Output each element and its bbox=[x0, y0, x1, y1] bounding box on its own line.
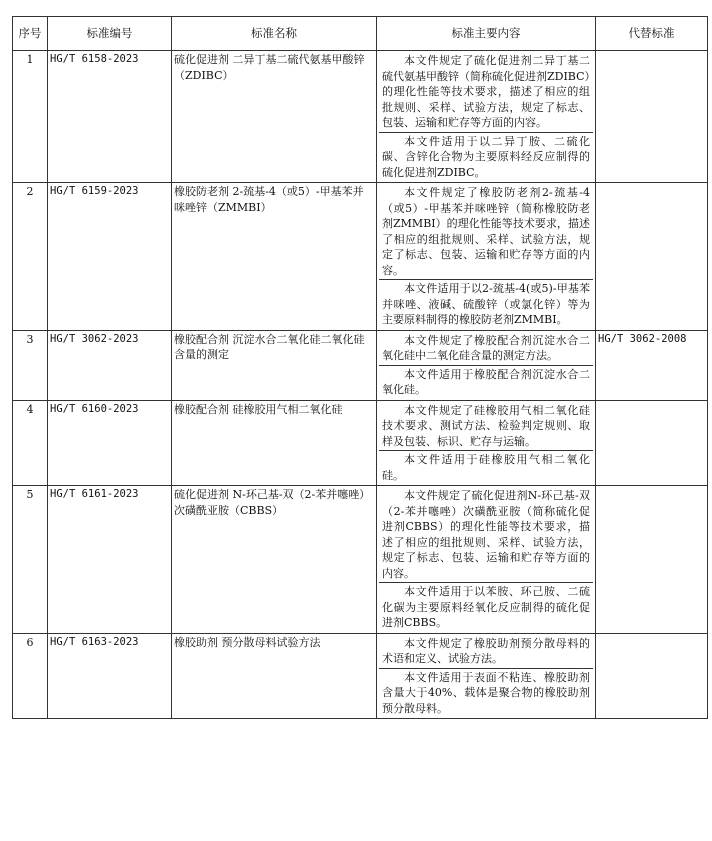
cell-replace bbox=[596, 633, 708, 719]
cell-replace bbox=[596, 400, 708, 486]
header-replace: 代替标准 bbox=[596, 17, 708, 51]
cell-content bbox=[377, 183, 596, 331]
content-applicability: 本文件适用于以2-巯基-4(或5)-甲基苯并咪唑、液碱、硫酸锌（或氯化锌）等为主要原料制得的橡胶防老剂ZMMBI。 bbox=[379, 279, 593, 329]
table-row bbox=[13, 183, 708, 331]
cell-code: HG/T 6160-2023 bbox=[48, 400, 172, 486]
cell-name: 硫化促进剂 二异丁基二硫代氨基甲酸锌（ZDIBC） bbox=[172, 51, 377, 183]
cell-seq: 6 bbox=[13, 633, 48, 719]
cell-replace: HG/T 3062-2008 bbox=[596, 330, 708, 400]
cell-replace bbox=[596, 486, 708, 634]
content-applicability: 本文件适用于橡胶配合剂沉淀水合二氧化硅。 bbox=[379, 365, 593, 399]
cell-content bbox=[377, 633, 596, 719]
cell-content bbox=[377, 330, 596, 400]
cell-code: HG/T 6161-2023 bbox=[48, 486, 172, 634]
content-applicability: 本文件适用于以苯胺、环己胺、二硫化碳为主要原料经氧化反应制得的硫化促进剂CBBS。 bbox=[379, 582, 593, 632]
standards-table bbox=[12, 16, 708, 719]
content-scope: 本文件规定了橡胶助剂预分散母料的术语和定义、试验方法。 bbox=[382, 636, 590, 665]
header-code: 标准编号 bbox=[48, 17, 172, 51]
content-applicability: 本文件适用于以二异丁胺、二硫化碳、含锌化合物为主要原料经反应制得的硫化促进剂ZDIBC。 bbox=[379, 132, 593, 182]
cell-name: 橡胶防老剂 2-巯基-4（或5）-甲基苯并咪唑锌（ZMMBI） bbox=[172, 183, 377, 331]
content-applicability: 本文件适用于表面不粘连、橡胶助剂含量大于40%、载体是聚合物的橡胶助剂预分散母料。 bbox=[379, 668, 593, 718]
cell-name: 橡胶配合剂 沉淀水合二氧化硅二氧化硅含量的测定 bbox=[172, 330, 377, 400]
cell-code: HG/T 3062-2023 bbox=[48, 330, 172, 400]
table-row bbox=[13, 633, 708, 719]
cell-seq: 5 bbox=[13, 486, 48, 634]
cell-seq: 1 bbox=[13, 51, 48, 183]
cell-content bbox=[377, 400, 596, 486]
content-scope: 本文件规定了硫化促进剂N-环己基-双（2-苯并噻唑）次磺酰亚胺（简称硫化促进剂CBBS）的理化性能等技术要求，描述了相应的组批规则、采样、试验方法，规定了标志、包装、运输和贮存等方面的内容。 bbox=[382, 489, 590, 580]
cell-code: HG/T 6159-2023 bbox=[48, 183, 172, 331]
table-row bbox=[13, 400, 708, 486]
cell-replace bbox=[596, 183, 708, 331]
header-content: 标准主要内容 bbox=[377, 17, 596, 51]
header-name: 标准名称 bbox=[172, 17, 377, 51]
table-row bbox=[13, 51, 708, 183]
cell-code: HG/T 6158-2023 bbox=[48, 51, 172, 183]
table-row bbox=[13, 330, 708, 400]
table-row bbox=[13, 486, 708, 634]
content-scope: 本文件规定了硅橡胶用气相二氧化硅技术要求、测试方法、检验判定规则、取样及包装、标识、贮存与运输。 bbox=[382, 403, 590, 448]
cell-content bbox=[377, 486, 596, 634]
cell-content bbox=[377, 51, 596, 183]
cell-name: 硫化促进剂 N-环己基-双（2-苯并噻唑）次磺酰亚胺（CBBS） bbox=[172, 486, 377, 634]
cell-seq: 4 bbox=[13, 400, 48, 486]
header-seq: 序号 bbox=[13, 17, 48, 51]
content-applicability: 本文件适用于硅橡胶用气相二氧化硅。 bbox=[379, 450, 593, 484]
cell-code: HG/T 6163-2023 bbox=[48, 633, 172, 719]
cell-seq: 3 bbox=[13, 330, 48, 400]
cell-replace bbox=[596, 51, 708, 183]
header-row bbox=[13, 17, 708, 51]
cell-seq: 2 bbox=[13, 183, 48, 331]
content-scope: 本文件规定了橡胶配合剂沉淀水合二氧化硅中二氧化硅含量的测定方法。 bbox=[382, 333, 590, 362]
content-scope: 本文件规定了硫化促进剂二异丁基二硫代氨基甲酸锌（简称硫化促进剂ZDIBC）的理化性能等技术要求，描述了相应的组批规则、采样、试验方法，规定了标志、包装、运输和贮存等方面的内容。 bbox=[382, 54, 591, 129]
cell-name: 橡胶助剂 预分散母料试验方法 bbox=[172, 633, 377, 719]
content-scope: 本文件规定了橡胶防老剂2-巯基-4（或5）-甲基苯并咪唑锌（简称橡胶防老剂ZMMBI）的理化性能等技术要求，描述了相应的组批规则、采样、试验方法，规定了标志、包装、运输和贮存等方面的内容。 bbox=[382, 186, 590, 277]
cell-name: 橡胶配合剂 硅橡胶用气相二氧化硅 bbox=[172, 400, 377, 486]
